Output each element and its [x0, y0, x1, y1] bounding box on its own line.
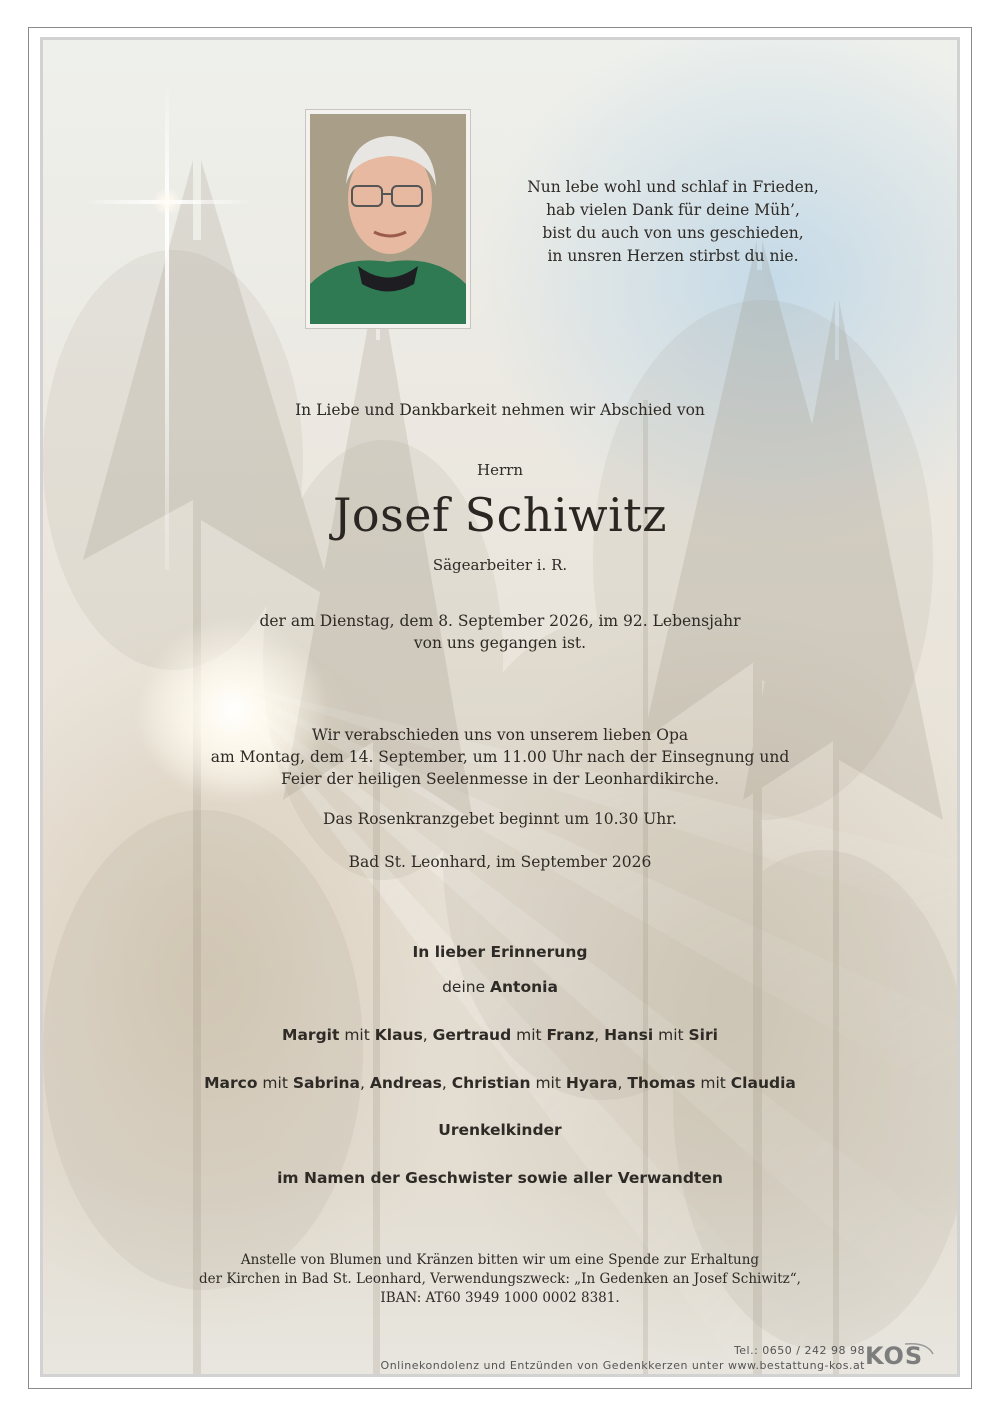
mourners-line-2: Margit mit Klaus, Gertraud mit Franz, Hansi mit Siri: [282, 1026, 718, 1044]
mourner-name: Hansi: [604, 1026, 654, 1044]
mourners-line-1: deine Antonia: [442, 978, 558, 996]
mourner-name: Thomas: [627, 1074, 696, 1092]
funeral-line: am Montag, dem 14. September, um 11.00 Uhr nach der Einsegnung und: [210, 748, 790, 766]
place-date: Bad St. Leonhard, im September 2026: [348, 853, 652, 871]
footer-phone: Tel.: 0650 / 242 98 98: [733, 1344, 865, 1357]
logo-text: KOS: [865, 1342, 924, 1370]
mourners-line-3: Marco mit Sabrina, Andreas, Christian mit Hyara, Thomas mit Claudia: [204, 1074, 796, 1092]
death-line: der am Dienstag, dem 8. September 2026, im 92. Lebensjahr: [259, 612, 741, 630]
donation-line: Anstelle von Blumen und Kränzen bitten wir um eine Spende zur Erhaltung: [240, 1252, 760, 1268]
mourner-name: Marco: [204, 1074, 258, 1092]
intro-text: In Liebe und Dankbarkeit nehmen wir Abschied von: [295, 401, 705, 419]
death-line: von uns gegangen ist.: [413, 634, 587, 652]
rosary-notice: Das Rosenkranzgebet beginnt um 10.30 Uhr.: [323, 810, 677, 828]
poem-line: in unsren Herzen stirbst du nie.: [547, 247, 799, 265]
kos-logo: [865, 1338, 937, 1374]
memory-title: In lieber Erinnerung: [412, 943, 588, 961]
deceased-name: Josef Schiwitz: [332, 488, 668, 542]
mourner-name: Hyara: [565, 1074, 618, 1092]
mourner-name: Klaus: [374, 1026, 423, 1044]
donation-notice: [43, 1251, 957, 1308]
mourner-name: Christian: [451, 1074, 531, 1092]
portrait-illustration: [310, 114, 466, 324]
notice-card: [40, 37, 960, 1377]
mourner-name: Claudia: [730, 1074, 796, 1092]
mourner-name: Gertraud: [432, 1026, 512, 1044]
mourner-name: Franz: [546, 1026, 595, 1044]
mourner-name: Sabrina: [292, 1074, 361, 1092]
mourner-name: Siri: [688, 1026, 718, 1044]
death-notice: [43, 610, 957, 654]
donation-line: der Kirchen in Bad St. Leonhard, Verwendungszweck: „In Gedenken an Josef Schiwitz“,: [199, 1271, 801, 1287]
funeral-line: Wir verabschieden uns von unserem lieben Opa: [311, 726, 689, 744]
poem: [513, 176, 833, 268]
mourners-line-4: Urenkelkinder: [438, 1121, 562, 1139]
poem-line: bist du auch von uns geschieden,: [542, 224, 804, 242]
mourners-line-5: im Namen der Geschwister sowie aller Verwandten: [277, 1169, 723, 1187]
donation-line: IBAN: AT60 3949 1000 0002 8381.: [380, 1290, 620, 1306]
mourner-name: Antonia: [490, 978, 558, 996]
portrait-photo: [305, 109, 471, 329]
salutation: Herrn: [477, 461, 523, 479]
footer-online-info: Onlinekondolenz und Entzünden von Gedenkkerzen unter www.bestattung-kos.at: [380, 1359, 865, 1372]
mourner-name: Andreas: [369, 1074, 442, 1092]
mourner-name: Margit: [282, 1026, 340, 1044]
funeral-notice: [43, 724, 957, 790]
poem-line: hab vielen Dank für deine Müh’,: [546, 201, 800, 219]
poem-line: Nun lebe wohl und schlaf in Frieden,: [527, 178, 819, 196]
funeral-line: Feier der heiligen Seelenmesse in der Leonhardikirche.: [280, 770, 720, 788]
occupation: Sägearbeiter i. R.: [432, 556, 568, 574]
